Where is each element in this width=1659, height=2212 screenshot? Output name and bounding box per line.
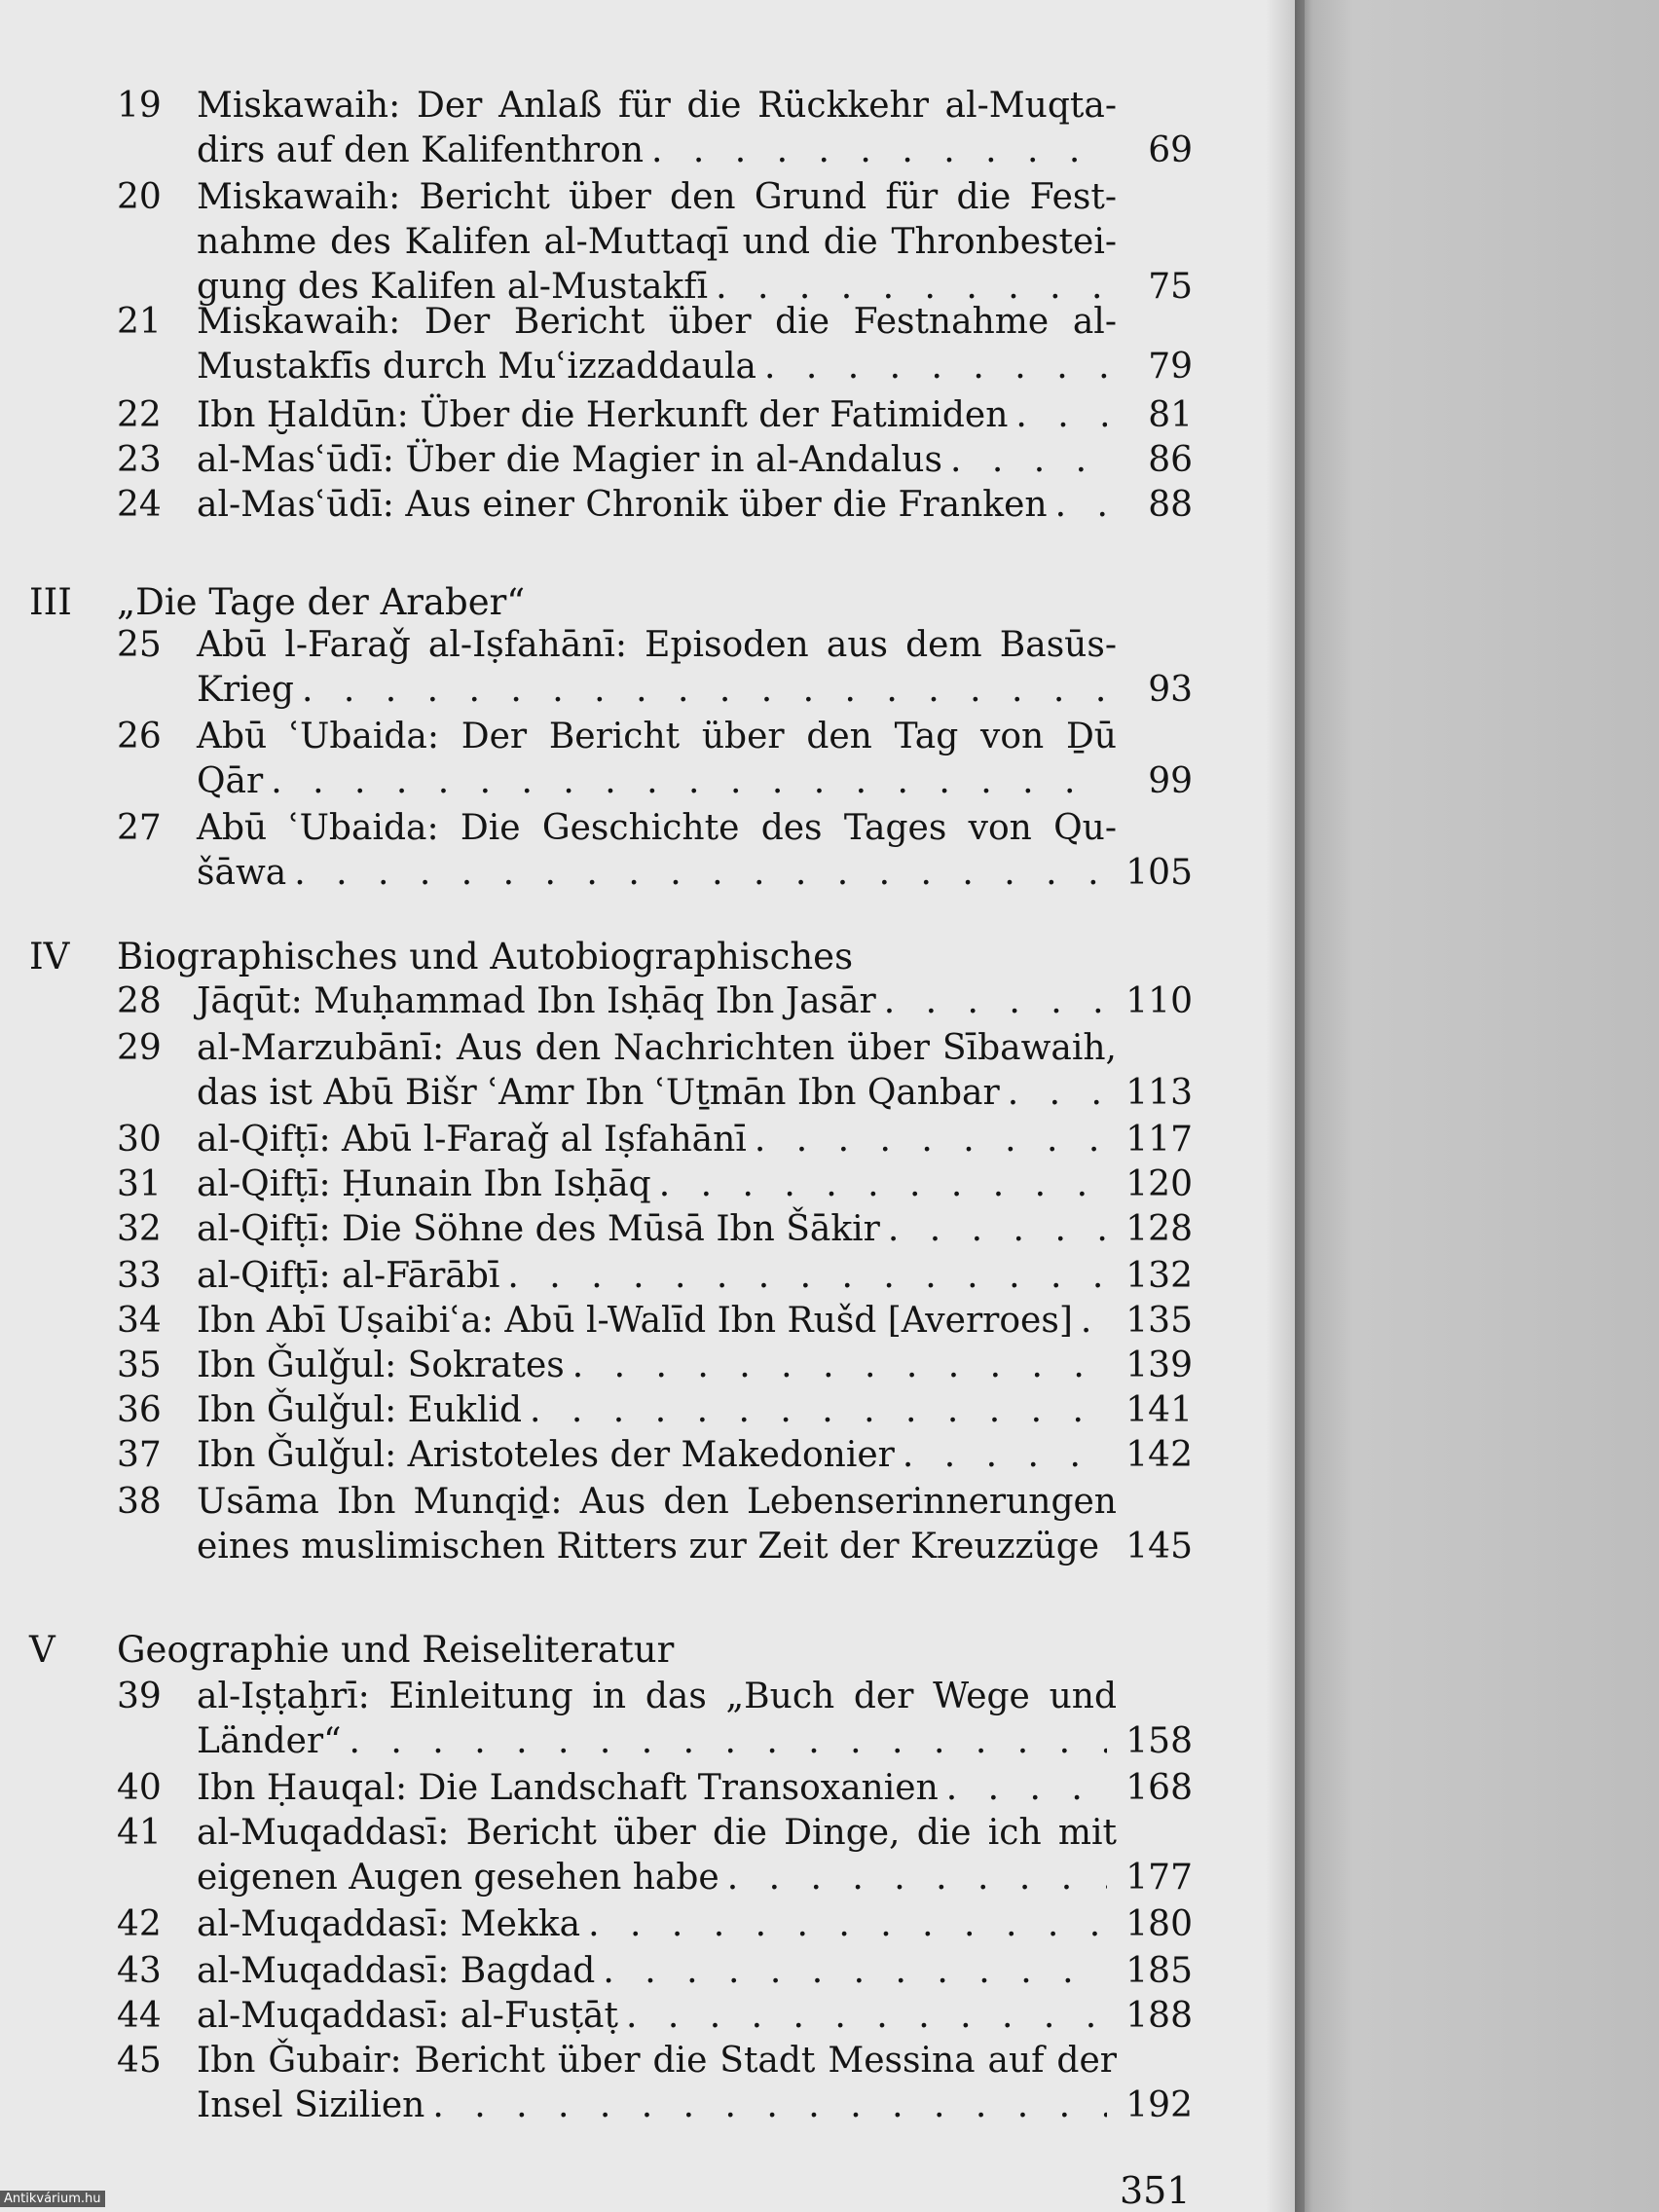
entry-title-line: Jāqūt: Muḥammad Ibn Isḥāq Ibn Jasār (197, 981, 876, 1021)
dot-leader (1081, 1299, 1107, 1344)
entry-title-line: al-Marzubānī: Aus den Nachrichten über Sībawaih, (197, 1028, 1117, 1068)
entry-number: 29 (117, 1028, 162, 1068)
entry-page-number: 81 (1148, 395, 1193, 435)
toc-entry (117, 979, 1217, 1024)
entry-number: 24 (117, 485, 162, 525)
entry-title-line: al-Qifṭī: al-Fārābī (197, 1256, 500, 1296)
entry-number: 21 (117, 302, 162, 342)
entry-number: 30 (117, 1120, 162, 1160)
entry-title-line: al-Muqaddasī: al-Fusṭāṭ (197, 1996, 618, 2036)
entry-number: 31 (117, 1164, 162, 1204)
entry-title (197, 1433, 1117, 1478)
entry-page-number: 192 (1125, 2085, 1193, 2125)
toc-entry (117, 1207, 1217, 1252)
entry-title-line: Krieg (197, 670, 294, 710)
dot-leader (572, 1344, 1107, 1388)
entry-title (197, 1675, 1117, 1764)
entry-title-line: al-Qifṭī: Abū l-Faraǧ al Iṣfahānī (197, 1120, 747, 1160)
entry-number: 36 (117, 1390, 162, 1430)
section-number: III (29, 581, 72, 623)
toc-entry (117, 84, 1217, 173)
entry-page-number: 135 (1125, 1301, 1193, 1341)
section-number: V (29, 1629, 55, 1671)
entry-number: 28 (117, 981, 162, 1021)
entry-title (197, 175, 1117, 310)
facing-page (1295, 0, 1659, 2212)
entry-number: 37 (117, 1435, 162, 1475)
entry-title-line: al-Masʿūdī: Aus einer Chronik über die Franken (197, 485, 1048, 525)
dot-leader (507, 1254, 1107, 1299)
dot-leader (294, 851, 1107, 896)
entry-title-line: Ibn Ḫaldūn: Über die Herkunft der Fatimiden (197, 395, 1009, 435)
entry-page-number: 139 (1125, 1346, 1193, 1385)
entry-number: 22 (117, 395, 162, 435)
entry-title-line: dirs auf den Kalifenthron (197, 130, 644, 170)
dot-leader (946, 1766, 1107, 1811)
entry-page-number: 128 (1125, 1209, 1193, 1249)
dot-leader (755, 1118, 1107, 1162)
entry-title (197, 1162, 1117, 1207)
entry-title-line: Ibn Ǧulǧul: Sokrates (197, 1346, 565, 1385)
entry-page-number: 132 (1125, 1256, 1193, 1296)
entry-title-line: Mustakfīs durch Muʿizzaddaula (197, 347, 756, 387)
entry-page-number: 180 (1125, 1904, 1193, 1944)
dot-leader (659, 1162, 1107, 1207)
dot-leader (1008, 1071, 1107, 1116)
dot-leader (903, 1433, 1107, 1478)
entry-title-line: eigenen Augen gesehen habe (197, 1858, 719, 1898)
toc-entry (117, 1344, 1217, 1388)
entry-title-line: al-Muqaddasī: Bagdad (197, 1951, 596, 1991)
entry-number: 27 (117, 808, 162, 848)
dot-leader (651, 129, 1107, 173)
entry-page-number: 75 (1148, 267, 1193, 307)
entry-title-line: Ibn Ǧulǧul: Aristoteles der Makedonier (197, 1435, 895, 1475)
entry-title (197, 715, 1117, 804)
entry-title (197, 1480, 1117, 1569)
dot-leader (603, 1949, 1107, 1994)
entry-number: 41 (117, 1813, 162, 1853)
entry-page-number: 113 (1125, 1073, 1193, 1113)
entry-title-line: Miskawaih: Der Bericht über die Festnahme al- (197, 302, 1117, 342)
entry-title (197, 1254, 1117, 1299)
entry-title (197, 806, 1117, 896)
entry-title (197, 1766, 1117, 1811)
section-title: Geographie und Reiseliteratur (117, 1629, 675, 1671)
entry-title (197, 1207, 1117, 1252)
dot-leader (1055, 483, 1107, 528)
dot-leader (302, 668, 1107, 713)
entry-title-line: al-Qifṭī: Die Söhne des Mūsā Ibn Šākir (197, 1209, 880, 1249)
entry-title (197, 438, 1117, 483)
entry-title (197, 1388, 1117, 1433)
toc-entry (117, 1433, 1217, 1478)
toc-entry (117, 1388, 1217, 1433)
entry-page-number: 158 (1125, 1721, 1193, 1761)
entry-title-line: Ibn Ǧulǧul: Euklid (197, 1390, 523, 1430)
entry-title (197, 300, 1117, 389)
entry-page-number: 188 (1125, 1996, 1193, 2036)
toc-entry (117, 1162, 1217, 1207)
entry-title-line: Qār (197, 761, 264, 801)
dot-leader (884, 979, 1107, 1024)
entry-page-number: 86 (1148, 440, 1193, 480)
entry-title-line: al-Masʿūdī: Über die Magier in al-Andalus (197, 440, 942, 480)
entry-number: 20 (117, 177, 162, 217)
section-title: Biographisches und Autobiographisches (117, 936, 854, 977)
entry-title (197, 979, 1117, 1024)
dot-leader (764, 345, 1107, 389)
toc-entry (117, 1949, 1217, 1994)
entry-page-number: 79 (1148, 347, 1193, 387)
entry-title (197, 1811, 1117, 1900)
entry-title-line: Abū l-Faraǧ al-Iṣfahānī: Episoden aus dem Basūs- (197, 625, 1117, 665)
entry-title (197, 1902, 1117, 1947)
watermark: Antikvárium.hu (0, 2191, 105, 2207)
entry-title (197, 1994, 1117, 2039)
entry-title (197, 393, 1117, 438)
entry-page-number: 120 (1125, 1164, 1193, 1204)
entry-title-line: al-Muqaddasī: Mekka (197, 1904, 581, 1944)
entry-page-number: 110 (1125, 981, 1193, 1021)
dot-leader (271, 759, 1107, 804)
entry-page-number: 105 (1125, 853, 1193, 893)
entry-number: 33 (117, 1256, 162, 1296)
section-title: „Die Tage der Araber“ (117, 581, 526, 623)
entry-page-number: 69 (1148, 130, 1193, 170)
entry-title-line: Insel Sizilien (197, 2085, 425, 2125)
toc-entry (117, 300, 1217, 389)
entry-title-line: Länder“ (197, 1721, 342, 1761)
entry-page-number: 145 (1125, 1527, 1193, 1567)
entry-page-number: 168 (1125, 1768, 1193, 1808)
entry-title-line: al-Qifṭī: Ḥunain Ibn Isḥāq (197, 1164, 651, 1204)
entry-page-number: 88 (1148, 485, 1193, 525)
entry-number: 34 (117, 1301, 162, 1341)
entry-number: 25 (117, 625, 162, 665)
toc-entry (117, 1902, 1217, 1947)
toc-entry (117, 483, 1217, 528)
page-number: 351 (1120, 2169, 1191, 2212)
toc-entry (117, 1118, 1217, 1162)
dot-leader (727, 1856, 1107, 1900)
entry-title (197, 1299, 1117, 1344)
entry-title-line: Ibn Ǧubair: Bericht über die Stadt Messina auf der (197, 2041, 1117, 2081)
dot-leader (1015, 393, 1107, 438)
entry-page-number: 177 (1125, 1858, 1193, 1898)
entry-number: 40 (117, 1768, 162, 1808)
dot-leader (350, 1719, 1107, 1764)
entry-number: 26 (117, 717, 162, 756)
toc-entry (117, 1299, 1217, 1344)
entry-title-line: das ist Abū Bišr ʿAmr Ibn ʿUṯmān Ibn Qanbar (197, 1073, 1000, 1113)
toc-entry (117, 175, 1217, 310)
dot-leader (626, 1994, 1107, 2039)
toc-entry (117, 1766, 1217, 1811)
entry-page-number: 141 (1125, 1390, 1193, 1430)
dot-leader (950, 438, 1107, 483)
entry-title-line: Ibn Abī Uṣaibiʿa: Abū l-Walīd Ibn Rušd [Averroes] (197, 1301, 1073, 1341)
toc-entry (117, 438, 1217, 483)
entry-title-line: Miskawaih: Bericht über den Grund für die Fest- (197, 177, 1117, 217)
entry-title-line: Abū ʿUbaida: Die Geschichte des Tages von Qu- (197, 808, 1117, 848)
toc-entry (117, 715, 1217, 804)
dot-leader (588, 1902, 1107, 1947)
entry-title-line: Ibn Ḥauqal: Die Landschaft Transoxanien (197, 1768, 939, 1808)
entry-title-line: al-Muqaddasī: Bericht über die Dinge, die ich mit (197, 1813, 1117, 1853)
entry-title-line: šāwa (197, 853, 287, 893)
toc-entry (117, 1254, 1217, 1299)
toc-entry (117, 1675, 1217, 1764)
entry-title (197, 1026, 1117, 1116)
entry-number: 44 (117, 1996, 162, 2036)
toc-entry (117, 1811, 1217, 1900)
entry-title-line: Usāma Ibn Munqiḏ: Aus den Lebenserinnerungen (197, 1482, 1117, 1522)
toc-entry (117, 1480, 1217, 1569)
entry-title (197, 623, 1117, 713)
entry-number: 35 (117, 1346, 162, 1385)
entry-number: 32 (117, 1209, 162, 1249)
dot-leader (530, 1388, 1107, 1433)
entry-title (197, 483, 1117, 528)
entry-number: 42 (117, 1904, 162, 1944)
entry-title-line: nahme des Kalifen al-Muttaqī und die Thronbestei- (197, 222, 1117, 262)
dot-leader (888, 1207, 1107, 1252)
toc-entry (117, 2039, 1217, 2128)
entry-title (197, 84, 1117, 173)
entry-title-line: Abū ʿUbaida: Der Bericht über den Tag von Ḏū (197, 717, 1117, 756)
entry-page-number: 99 (1148, 761, 1193, 801)
entry-page-number: 117 (1125, 1120, 1193, 1160)
entry-title-line: eines muslimischen Ritters zur Zeit der Kreuzzüge (197, 1527, 1100, 1567)
entry-title-line: gung des Kalifen al-Mustakfī (197, 267, 709, 307)
entry-number: 19 (117, 86, 162, 126)
entry-number: 43 (117, 1951, 162, 1991)
entry-page-number: 93 (1148, 670, 1193, 710)
dot-leader (432, 2083, 1107, 2128)
toc-entry (117, 623, 1217, 713)
toc-entry (117, 1994, 1217, 2039)
toc-entry (117, 393, 1217, 438)
entry-number: 23 (117, 440, 162, 480)
toc-entry (117, 1026, 1217, 1116)
entry-number: 45 (117, 2041, 162, 2081)
entry-title-line: Miskawaih: Der Anlaß für die Rückkehr al-Muqta- (197, 86, 1117, 126)
entry-page-number: 142 (1125, 1435, 1193, 1475)
entry-page-number: 185 (1125, 1951, 1193, 1991)
entry-title-line: al-Iṣṭaḫrī: Einleitung in das „Buch der Wege und (197, 1677, 1117, 1716)
entry-number: 38 (117, 1482, 162, 1522)
entry-title (197, 1949, 1117, 1994)
toc-entry (117, 806, 1217, 896)
entry-title (197, 1344, 1117, 1388)
entry-title (197, 2039, 1117, 2128)
entry-title (197, 1118, 1117, 1162)
section-number: IV (29, 936, 70, 977)
entry-number: 39 (117, 1677, 162, 1716)
